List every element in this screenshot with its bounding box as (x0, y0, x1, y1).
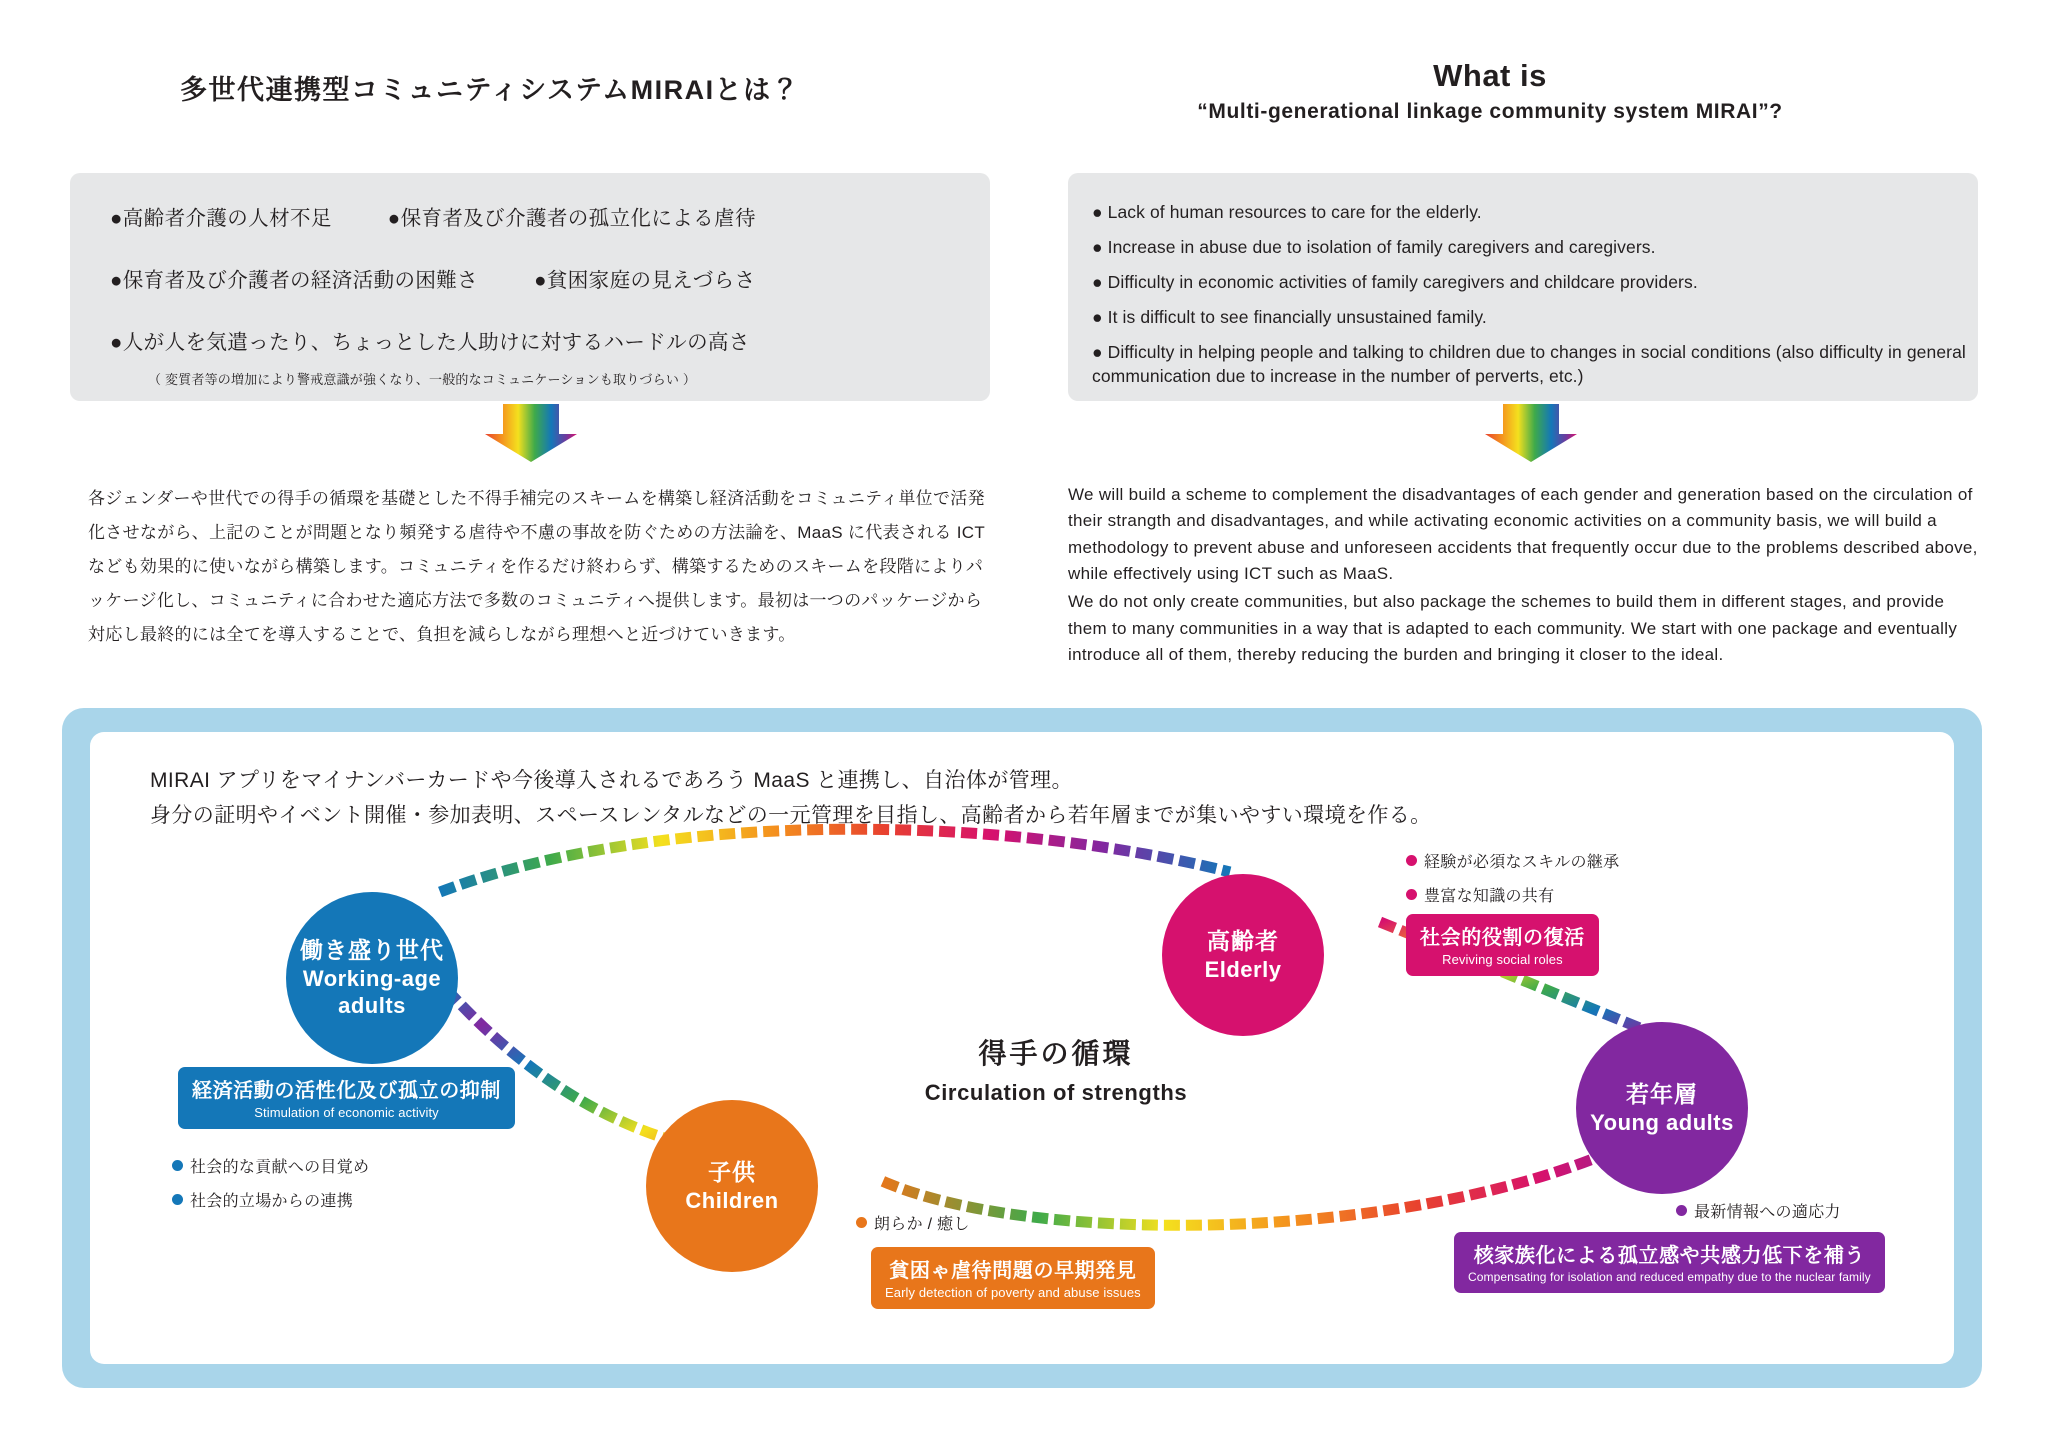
bullet-dot-icon-pink-2 (1406, 889, 1417, 900)
community-diagram-panel (62, 708, 1982, 1388)
note-cheerfulness-healing (856, 1211, 970, 1234)
panel-lead-line1: MIRAI アプリをマイナンバーカードや今後導入されるであろう MaaS と連携し、自治体が管理。 (150, 769, 1073, 792)
tag-social-roles-jp: 社会的役割の復活 (1420, 927, 1585, 949)
tag-economic-activity-jp: 経済活動の活性化及び孤立の抑制 (192, 1080, 501, 1102)
bullet-dot-icon-blue-2 (172, 1194, 183, 1205)
note-knowledge-sharing (1406, 883, 1554, 906)
bullet-dot-icon-orange-1 (856, 1217, 867, 1228)
problem-jp-3: ●保育者及び介護者の経済活動の困難さ (110, 269, 479, 292)
note-skill-inheritance (1406, 849, 1619, 872)
page-title-en-line1: What is (1433, 58, 1547, 93)
rainbow-arrow-icon-jp (485, 404, 577, 462)
problem-jp-note: （ 変質者等の増加により警戒意識が強くなり、一般的なコミュニケーションも取りづらい ） (148, 372, 697, 387)
circle-working-age-label-jp: 働き盛り世代 (300, 937, 444, 964)
tag-nuclear-family-jp: 核家族化による孤立感や共感力低下を補う (1473, 1245, 1866, 1267)
community-diagram-canvas (90, 732, 1954, 1364)
tag-early-detection-jp: 貧困ゃ虐待問題の早期発見 (889, 1260, 1137, 1282)
tag-nuclear-family-en: Compensating for isolation and reduced empathy due to the nuclear family (1468, 1270, 1871, 1284)
page-title-en-line2: “Multi-generational linkage community system MIRAI”? (1197, 100, 1783, 123)
center-label-jp: 得手の循環 (978, 1038, 1134, 1069)
tag-social-roles (1406, 914, 1599, 976)
circle-young-adults-label-jp: 若年層 (1626, 1080, 1698, 1107)
circle-working-age-label-en-2: adults (338, 993, 406, 1019)
problem-en-2: ● Increase in abuse due to isolation of family caregivers and caregivers. (1092, 237, 1656, 257)
circle-young-adults[interactable] (1576, 1022, 1748, 1194)
note-social-position-linkage (172, 1188, 353, 1211)
tag-nuclear-family (1454, 1232, 1885, 1293)
note-social-contribution (172, 1154, 369, 1177)
circle-working-age-label-en-1: Working-age (302, 965, 442, 991)
bullet-dot-icon-blue-1 (172, 1160, 183, 1171)
circle-children-label-en: Children (685, 1187, 779, 1213)
description-paragraph-en-1: We will build a scheme to complement the disadvantages of each gender and generation based on the circulation of their strangth and disadvantages, and while activating economic activities on a community basis, we will build a methodology to prevent abuse and unforeseen accidents that frequently occur due to the problems described above, while effectively using ICT such as MaaS. (1068, 485, 1978, 584)
note-adaptability-latest-info (1676, 1199, 1841, 1222)
circle-children-label-jp: 子供 (708, 1158, 756, 1185)
problem-row-jp-2 (110, 269, 755, 294)
circle-elderly-label-jp: 高齢者 (1207, 927, 1279, 954)
problem-en-4: ● It is difficult to see financially unsustained family. (1092, 307, 1487, 327)
problem-jp-4: ●貧困家庭の見えづらさ (534, 269, 756, 292)
note-social-contribution-label: 社会的な貢献への目覚め (190, 1159, 370, 1176)
circle-young-adults-label-en: Young adults (1590, 1109, 1734, 1135)
description-paragraph-en-2: We do not only create communities, but also package the schemes to build them in different stages, and provide them to many communities in a way that is adapted to each community. We start with one package and eventually introduce all of them, thereby reducing the burden and bringing it closer to the ideal. (1068, 592, 1958, 665)
problem-jp-5: ●人が人を気遣ったり、ちょっとした人助けに対するハードルの高さ (110, 331, 750, 354)
problem-row-jp-3 (110, 331, 750, 356)
bullet-dot-icon-pink-1 (1406, 855, 1417, 866)
problem-row-jp-1 (110, 207, 756, 232)
tag-economic-activity (178, 1067, 515, 1129)
problems-box-jp (70, 173, 990, 401)
center-label-en: Circulation of strengths (924, 1080, 1188, 1105)
description-paragraph-jp: 各ジェンダーや世代での得手の循環を基礎とした不得手補完のスキームを構築し経済活動をコミュニティ単位で活発化させながら、上記のことが問題となり頻発する虐待や不慮の事故を防ぐための方法論を、MaaS に代表される ICT なども効果的に使いながら構築します。コミュニティを作るだけ終わらず、構築するためのスキームを段階によりパッケージ化し、コミュニティに合わせた適応方法で多数のコミュニティへ提供します。最初は一つのパッケージから対応し最終的には全てを導入することで、負担を減らしながら理想へと近づけていきます。 (88, 489, 985, 644)
problems-box-en (1068, 173, 1978, 401)
problem-en-5: ● Difficulty in helping people and talking to children due to changes in social conditions (also difficulty in general communication due to increase in the number of perverts, etc.) (1092, 342, 1966, 386)
panel-lead-line2: 身分の証明やイベント開催・参加表明、スペースレンタルなどの一元管理を目指し、高齢者から若年層までが集いやすい環境を作る。 (150, 803, 1432, 827)
tag-social-roles-en: Reviving social roles (1442, 952, 1563, 967)
note-social-position-linkage-label: 社会的立場からの連携 (190, 1193, 354, 1210)
problem-jp-2: ●保育者及び介護者の孤立化による虐待 (387, 207, 756, 230)
circle-elderly[interactable] (1162, 874, 1324, 1036)
rainbow-arrow-icon-en (1485, 404, 1577, 462)
note-adaptability-latest-info-label: 最新情報への適応力 (1694, 1204, 1841, 1221)
center-label-circulation (856, 1032, 1256, 1106)
page-title-en-group (1090, 58, 1890, 124)
circle-working-age-adults[interactable] (286, 892, 458, 1064)
circle-elderly-label-en: Elderly (1204, 956, 1282, 982)
tag-early-detection-en: Early detection of poverty and abuse issues (885, 1285, 1141, 1300)
description-paragraph-en (1068, 482, 1978, 668)
note-skill-inheritance-label: 経験が必須なスキルの継承 (1424, 854, 1620, 871)
problem-en-3: ● Difficulty in economic activities of family caregivers and childcare providers. (1092, 272, 1698, 292)
note-cheerfulness-healing-label: 朗らか / 癒し (874, 1216, 970, 1233)
bullet-dot-icon-purple-1 (1676, 1205, 1687, 1216)
problem-en-1: ● Lack of human resources to care for the elderly. (1092, 202, 1482, 222)
circle-children[interactable] (646, 1100, 818, 1272)
page-title-jp: 多世代連携型コミュニティシステムMIRAIとは？ (180, 75, 801, 105)
tag-early-detection (871, 1247, 1155, 1309)
note-knowledge-sharing-label: 豊富な知識の共有 (1424, 888, 1555, 905)
problem-jp-1: ●高齢者介護の人材不足 (110, 207, 332, 230)
tag-economic-activity-en: Stimulation of economic activity (254, 1105, 439, 1120)
